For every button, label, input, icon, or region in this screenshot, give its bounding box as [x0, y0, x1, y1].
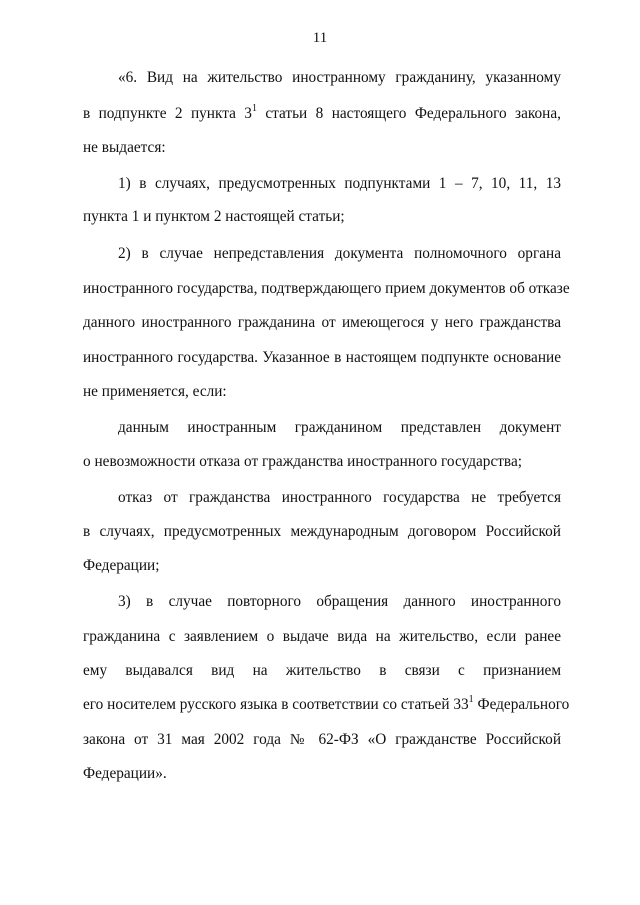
text-line	[83, 104, 561, 124]
text-fragment: статьи 8 настоящего Федерального закона,	[256, 105, 561, 122]
text-line: в случаях, предусмотренных международным договором Российской	[83, 523, 561, 540]
text-line: данного иностранного гражданина от имеющегося у него гражданства	[83, 314, 561, 331]
text-line: 1) в случаях, предусмотренных подпунктами 1 – 7, 10, 11, 13	[118, 175, 561, 192]
text-line: иностранного государства, подтверждающего прием документов об отказе	[83, 280, 570, 297]
text-line: о невозможности отказа от гражданства иностранного государства;	[83, 453, 522, 470]
text-line: пункта 1 и пунктом 2 настоящей статьи;	[83, 208, 345, 225]
text-line: 3) в случае повторного обращения данного иностранного	[118, 593, 561, 610]
page-number: 11	[312, 30, 328, 46]
text-fragment: в подпункте 2 пункта 3	[83, 105, 252, 122]
text-line: не применяется, если:	[83, 383, 227, 400]
text-line: Федерации».	[83, 765, 167, 782]
text-line: ему выдавался вид на жительство в связи с признанием	[83, 662, 561, 679]
text-line: «6. Вид на жительство иностранному гражданину, указанному	[118, 69, 561, 86]
text-line: иностранного государства. Указанное в настоящем подпункте основание	[83, 349, 561, 366]
text-line: 2) в случае непредставления документа полномочного органа	[118, 245, 561, 262]
text-line: закона от 31 мая 2002 года № 62-ФЗ «О гражданстве Российской	[83, 731, 561, 748]
text-line: не выдается:	[83, 139, 166, 156]
text-line: Федерации;	[83, 557, 160, 574]
superscript: 1	[251, 102, 257, 114]
text-fragment: Федерального	[473, 696, 570, 713]
text-line: гражданина с заявлением о выдаче вида на жительство, если ранее	[83, 628, 561, 645]
text-fragment: его носителем русского языка в соответствии со статьей 33	[83, 696, 469, 713]
superscript: 1	[468, 693, 474, 705]
text-line	[83, 693, 570, 715]
text-line: данным иностранным гражданином представлен документ	[118, 419, 561, 436]
text-line: отказ от гражданства иностранного государства не требуется	[118, 489, 561, 506]
